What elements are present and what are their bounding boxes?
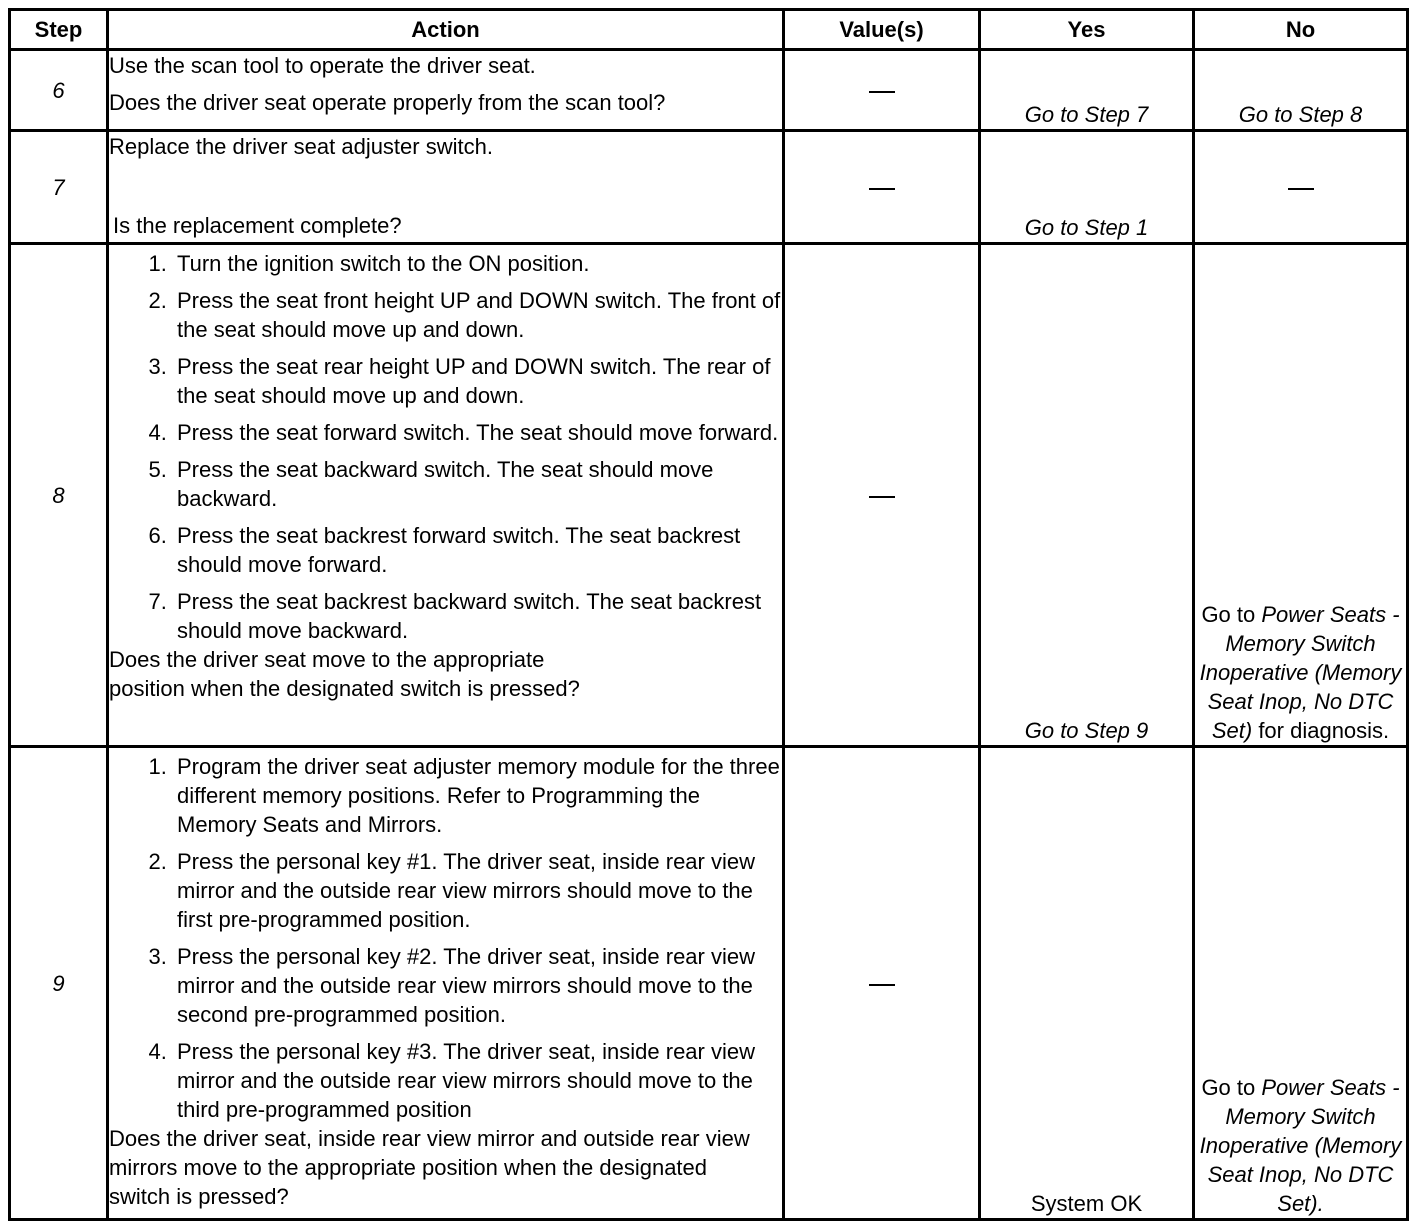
action-cell bbox=[108, 131, 784, 244]
dash-value bbox=[869, 496, 895, 498]
no-link[interactable]: Go to Step 8 bbox=[1194, 50, 1408, 131]
value-cell bbox=[784, 244, 980, 747]
action-question: Does the driver seat move to the appropriate position when the designated switch is pressed? bbox=[109, 647, 580, 701]
table-row bbox=[10, 131, 1408, 244]
list-item: 2. Press the personal key #1. The driver seat, inside rear view mirror and the outside rear view mirrors should move to the first pre-programmed position. bbox=[173, 847, 782, 934]
step-number: 6 bbox=[10, 50, 108, 131]
action-question: Does the driver seat, inside rear view mirror and outside rear view mirrors move to the appropriate position when the designated switch is pressed? bbox=[109, 1126, 750, 1209]
value-cell bbox=[784, 747, 980, 1220]
list-item: 7. Press the seat backrest backward switch. The seat backrest should move backward. bbox=[173, 587, 782, 645]
list-item: 3. Press the seat rear height UP and DOWN switch. The rear of the seat should move up and down. bbox=[173, 352, 782, 410]
no-link[interactable]: Power Seats - Memory Switch Inoperative (Memory Seat Inop, No DTC Set). bbox=[1199, 1075, 1402, 1216]
yes-link[interactable]: Go to Step 7 bbox=[980, 50, 1194, 131]
dash-value bbox=[869, 984, 895, 986]
list-item: 6. Press the seat backrest forward switch. The seat backrest should move forward. bbox=[173, 521, 782, 579]
header-yes: Yes bbox=[980, 10, 1194, 50]
header-action: Action bbox=[108, 10, 784, 50]
value-cell bbox=[784, 50, 980, 131]
procedure-list bbox=[109, 249, 782, 645]
list-item: 3. Press the personal key #2. The driver seat, inside rear view mirror and the outside rear view mirrors should move to the second pre-programmed position. bbox=[173, 942, 782, 1029]
header-values: Value(s) bbox=[784, 10, 980, 50]
no-cell bbox=[1194, 131, 1408, 244]
yes-link[interactable]: Go to Step 1 bbox=[980, 131, 1194, 244]
dash-value bbox=[1288, 188, 1314, 190]
list-item: 4. Press the seat forward switch. The seat should move forward. bbox=[173, 418, 782, 447]
step-number: 9 bbox=[10, 747, 108, 1220]
table-row bbox=[10, 50, 1408, 131]
action-text: Use the scan tool to operate the driver seat. bbox=[109, 53, 536, 78]
no-prefix: Go to bbox=[1201, 1075, 1256, 1100]
yes-link[interactable]: Go to Step 9 bbox=[980, 244, 1194, 747]
header-no: No bbox=[1194, 10, 1408, 50]
step-number: 8 bbox=[10, 244, 108, 747]
no-link[interactable]: Power Seats - Memory Switch Inoperative (Memory Seat Inop, No DTC Set) bbox=[1199, 602, 1402, 743]
action-question: Is the replacement complete? bbox=[113, 213, 402, 238]
no-prefix: Go to bbox=[1201, 602, 1256, 627]
no-suffix: for diagnosis. bbox=[1258, 718, 1390, 743]
action-question: Does the driver seat operate properly from the scan tool? bbox=[109, 90, 666, 115]
list-item: 1. Program the driver seat adjuster memory module for the three different memory positions. Refer to Programming the Memory Seats and Mirrors. bbox=[173, 752, 782, 839]
action-text: Replace the driver seat adjuster switch. bbox=[109, 134, 493, 159]
no-cell bbox=[1194, 244, 1408, 747]
action-cell bbox=[108, 50, 784, 131]
no-reference bbox=[1195, 600, 1406, 745]
action-cell bbox=[108, 244, 784, 747]
table-row bbox=[10, 747, 1408, 1220]
dash-value bbox=[869, 188, 895, 190]
list-item: 2. Press the seat front height UP and DOWN switch. The front of the seat should move up and down. bbox=[173, 286, 782, 344]
diagnostic-table bbox=[8, 8, 1409, 1221]
yes-result: System OK bbox=[980, 747, 1194, 1220]
table-row bbox=[10, 244, 1408, 747]
procedure-list bbox=[109, 752, 782, 1124]
header-step: Step bbox=[10, 10, 108, 50]
no-reference bbox=[1195, 1073, 1406, 1218]
value-cell bbox=[784, 131, 980, 244]
list-item: 5. Press the seat backward switch. The seat should move backward. bbox=[173, 455, 782, 513]
action-cell bbox=[108, 747, 784, 1220]
step-number: 7 bbox=[10, 131, 108, 244]
header-row bbox=[10, 10, 1408, 50]
dash-value bbox=[869, 91, 895, 93]
list-item: 1. Turn the ignition switch to the ON position. bbox=[173, 249, 782, 278]
list-item: 4. Press the personal key #3. The driver seat, inside rear view mirror and the outside rear view mirrors should move to the third pre-programmed position bbox=[173, 1037, 782, 1124]
no-cell bbox=[1194, 747, 1408, 1220]
